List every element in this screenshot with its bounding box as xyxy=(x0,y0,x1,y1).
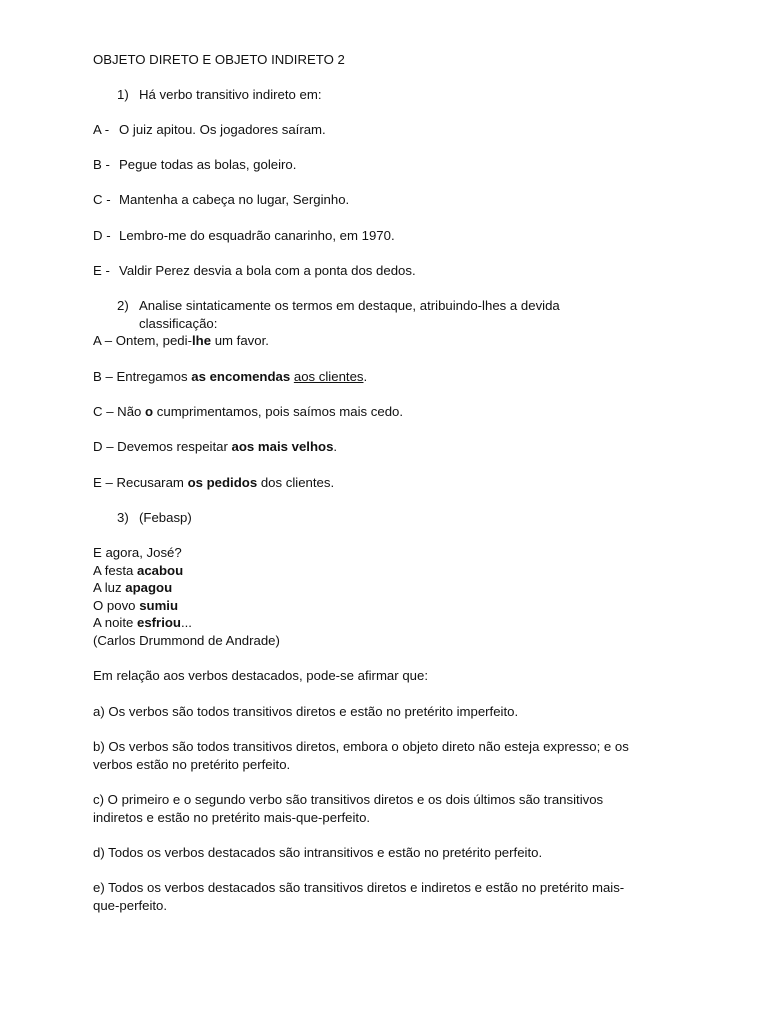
q1-option-c-text: Mantenha a cabeça no lugar, Serginho. xyxy=(119,192,350,207)
q1-option-b xyxy=(93,156,296,174)
q1-option-b-text: Pegue todas as bolas, goleiro. xyxy=(119,157,297,172)
q1-option-d-text: Lembro-me do esquadrão canarinho, em 1970. xyxy=(119,228,395,243)
q3-answer-b-line1: b) Os verbos são todos transitivos diretos, embora o objeto direto não esteja expresso; e os xyxy=(93,739,629,754)
q2-item-e-highlight: os pedidos xyxy=(187,475,258,490)
poem-line-3 xyxy=(93,579,280,597)
poem-line-4 xyxy=(93,597,280,615)
poem-line-5-post: ... xyxy=(180,615,192,630)
poem-line-3-pre: A luz xyxy=(93,580,126,595)
q2-item-e-post: dos clientes. xyxy=(257,475,335,490)
poem-line-1: E agora, José? xyxy=(93,545,182,560)
poem-line-5 xyxy=(93,614,280,632)
poem-line-2 xyxy=(93,562,280,580)
q3-answer-e xyxy=(93,879,624,914)
q2-item-a-pre: A – Ontem, pedi- xyxy=(93,333,192,348)
poem-line-2-verb: acabou xyxy=(137,562,184,578)
q3-stem: Em relação aos verbos destacados, pode-se afirmar que: xyxy=(93,668,428,683)
poem-line-4-verb: sumiu xyxy=(139,597,179,613)
q3-number: 3) xyxy=(117,510,129,525)
q2-item-a-post: um favor. xyxy=(211,333,269,348)
q2-item-b-highlight: as encomendas xyxy=(191,369,291,384)
q1-option-d xyxy=(93,227,395,245)
q2-item-a-highlight: lhe xyxy=(191,333,212,348)
q2-item-c xyxy=(93,403,403,421)
q3-answer-d: d) Todos os verbos destacados são intransitivos e estão no pretérito perfeito. xyxy=(93,845,543,860)
q1-prompt: Há verbo transitivo indireto em: xyxy=(139,87,322,102)
q2-item-b-underlined: aos clientes xyxy=(293,369,364,384)
q3-answer-c-line1: c) O primeiro e o segundo verbo são transitivos diretos e os dois últimos são transitivos xyxy=(93,792,604,807)
document-title: OBJETO DIRETO E OBJETO INDIRETO 2 xyxy=(93,52,345,67)
q1-number: 1) xyxy=(117,87,129,102)
q1-option-c-letter: C - xyxy=(93,192,111,207)
q3-source: (Febasp) xyxy=(139,510,192,525)
q3-answer-a: a) Os verbos são todos transitivos diretos e estão no pretérito imperfeito. xyxy=(93,704,519,719)
q1-option-d-letter: D - xyxy=(93,228,111,243)
q3-answer-e-line2: que-perfeito. xyxy=(93,897,168,913)
poem-author: (Carlos Drummond de Andrade) xyxy=(93,632,280,648)
q2-item-a xyxy=(93,332,269,350)
q1-option-c xyxy=(93,191,349,209)
q2-item-d-highlight: aos mais velhos xyxy=(231,439,334,454)
poem-line-5-verb: esfriou xyxy=(137,615,181,630)
q3-answer-c xyxy=(93,791,603,826)
q2-item-e xyxy=(93,474,334,492)
q1-option-a-letter: A - xyxy=(93,122,110,137)
q2-item-d xyxy=(93,438,337,456)
q1-option-a xyxy=(93,121,326,139)
q3-answer-b xyxy=(93,738,629,773)
q2-item-c-pre: C – Não xyxy=(93,404,146,419)
q2-number: 2) xyxy=(117,298,129,313)
q3-answer-e-line1: e) Todos os verbos destacados são transitivos diretos e indiretos e estão no pretérito mais- xyxy=(93,880,625,895)
q2-item-e-pre: E – Recusaram xyxy=(93,475,188,490)
q2-item-b-pre: B – Entregamos xyxy=(93,369,192,384)
poem xyxy=(93,544,280,649)
q1-option-e-text: Valdir Perez desvia a bola com a ponta dos dedos. xyxy=(119,263,416,278)
q1-option-e xyxy=(93,262,416,280)
q2-item-d-post: . xyxy=(333,439,338,454)
q2-item-b xyxy=(93,368,367,386)
q2-prompt-line2: classificação: xyxy=(139,315,218,331)
q3-answer-b-line2: verbos estão no pretérito perfeito. xyxy=(93,756,291,772)
q1-option-e-letter: E - xyxy=(93,263,110,278)
q2-item-c-highlight: o xyxy=(145,404,154,419)
q1-option-b-letter: B - xyxy=(93,157,110,172)
q2-item-d-pre: D – Devemos respeitar xyxy=(93,439,232,454)
poem-line-3-verb: apagou xyxy=(125,580,173,595)
poem-line-2-pre: A festa xyxy=(93,562,137,578)
q1-option-a-text: O juiz apitou. Os jogadores saíram. xyxy=(119,122,326,137)
q2-prompt-line1: Analise sintaticamente os termos em destaque, atribuindo-lhes a devida xyxy=(139,298,560,313)
q3-answer-c-line2: indiretos e estão no pretérito mais-que-perfeito. xyxy=(93,809,371,825)
q2-prompt xyxy=(139,297,639,332)
poem-line-4-pre: O povo xyxy=(93,597,140,613)
q2-item-c-post: cumprimentamos, pois saímos mais cedo. xyxy=(153,404,404,419)
poem-line-5-pre: A noite xyxy=(93,615,137,630)
q2-item-b-post: . xyxy=(363,369,368,384)
